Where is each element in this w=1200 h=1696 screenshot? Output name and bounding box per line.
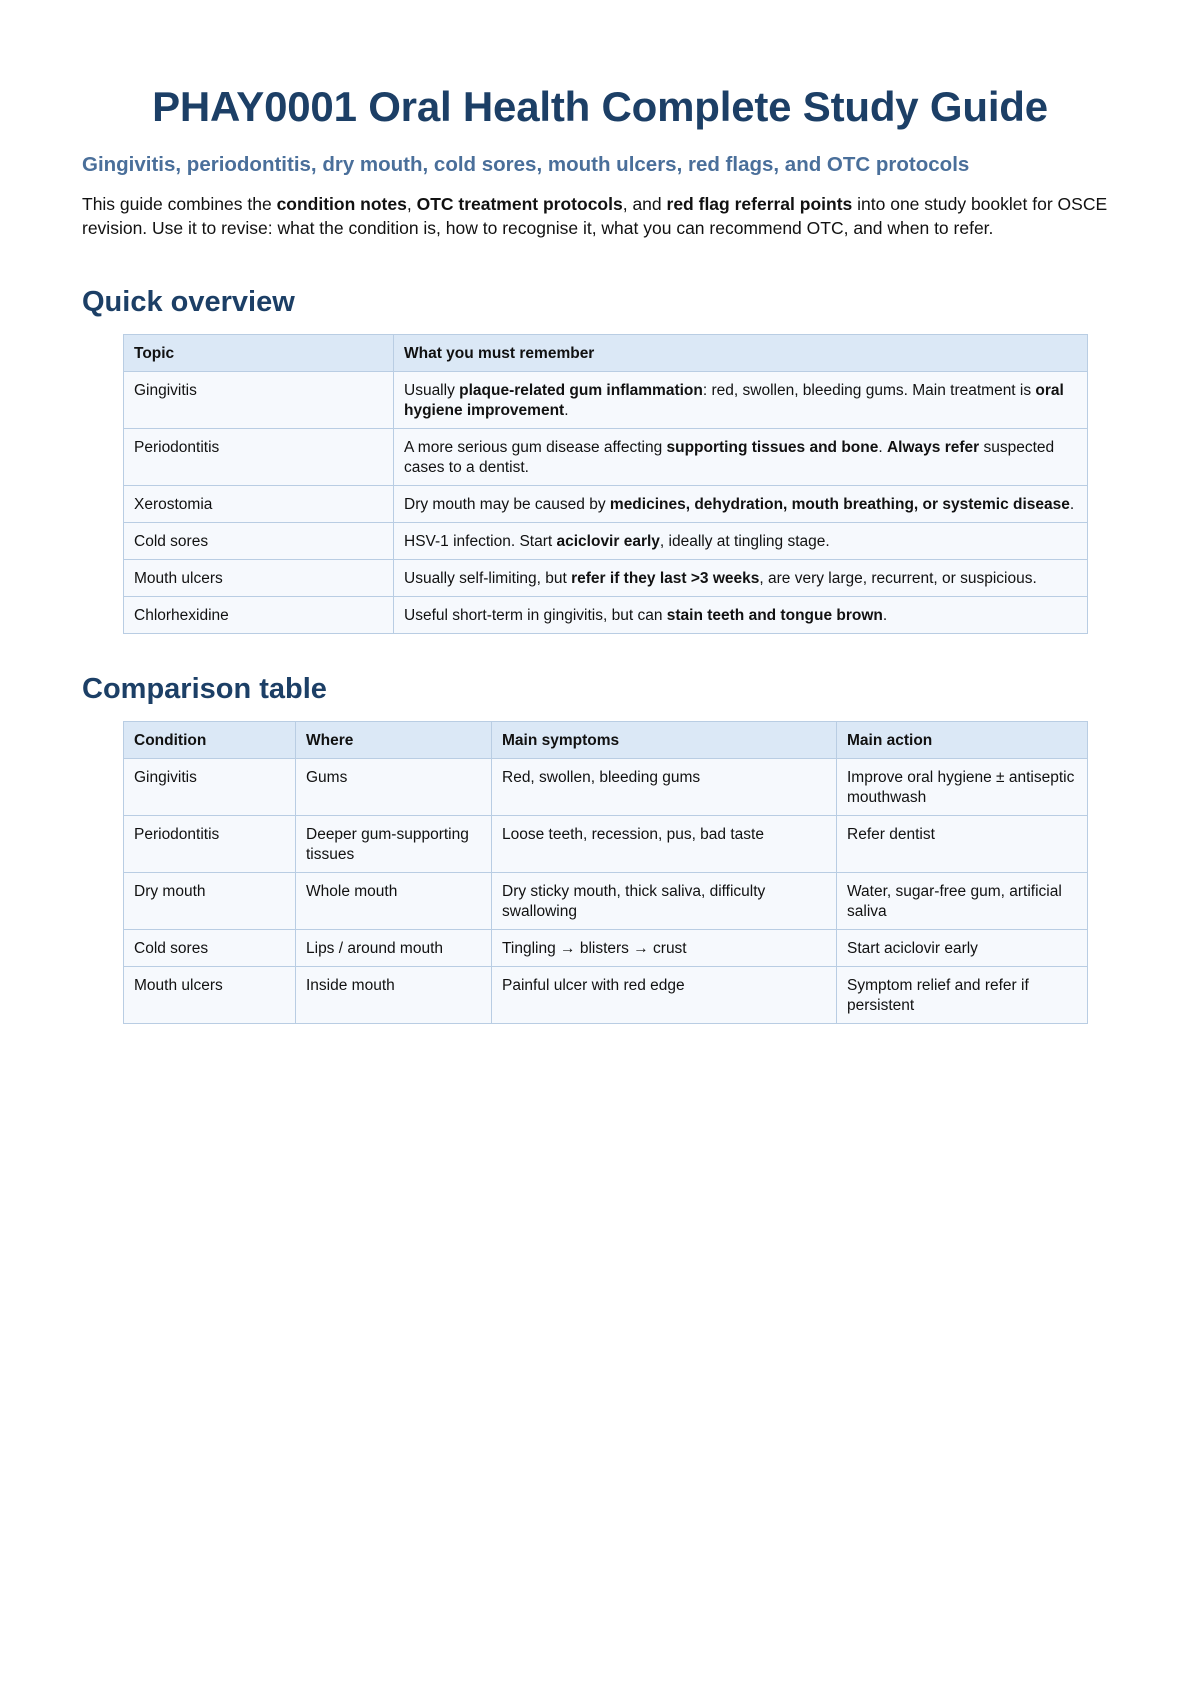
emphasis-text: red flag referral points: [666, 194, 853, 214]
text-run: ,: [406, 194, 417, 214]
text-run: .: [882, 607, 888, 624]
table-row: [124, 873, 1088, 930]
emphasis-text: supporting tissues and bone: [666, 439, 879, 456]
where-cell: Lips / around mouth: [296, 930, 492, 967]
text-run: Dry mouth may be caused by: [404, 496, 610, 513]
column-header-main-action: Main action: [837, 722, 1088, 759]
condition-cell: Cold sores: [124, 930, 296, 967]
remember-cell: [394, 597, 1088, 634]
text-run: suspected cases to a dentist.: [404, 439, 1055, 476]
remember-cell: [394, 523, 1088, 560]
text-run: : red, swollen, bleeding gums. Main treatment is: [702, 382, 1036, 399]
quick-overview-table: [123, 334, 1088, 634]
action-cell: Refer dentist: [837, 816, 1088, 873]
symptoms-cell: Tingling → blisters → crust: [492, 930, 837, 967]
table-row: [124, 372, 1088, 429]
text-run: , are very large, recurrent, or suspicious.: [759, 570, 1037, 587]
table-header-row: [124, 335, 1088, 372]
table-row: [124, 486, 1088, 523]
intro-paragraph: [82, 192, 1118, 240]
topic-cell: Gingivitis: [124, 372, 394, 429]
remember-cell: [394, 560, 1088, 597]
column-header-where: Where: [296, 722, 492, 759]
table-row: [124, 967, 1088, 1024]
condition-cell: Gingivitis: [124, 759, 296, 816]
comparison-table-heading: Comparison table: [82, 673, 327, 705]
text-run: into one study booklet for OSCE revision. Use it to revise: what the condition is, how to recognise it, what you can recommend OTC, and when to refer.: [82, 194, 1108, 238]
table-row: [124, 597, 1088, 634]
table-row: [124, 560, 1088, 597]
table-row: [124, 930, 1088, 967]
topic-cell: Xerostomia: [124, 486, 394, 523]
text-run: This guide combines the: [82, 194, 277, 214]
symptoms-cell: Dry sticky mouth, thick saliva, difficulty swallowing: [492, 873, 837, 930]
remember-cell: [394, 486, 1088, 523]
text-run: Usually self-limiting, but: [404, 570, 572, 587]
topic-cell: Mouth ulcers: [124, 560, 394, 597]
remember-cell: [394, 372, 1088, 429]
topic-cell: Chlorhexidine: [124, 597, 394, 634]
quick-overview-heading: Quick overview: [82, 286, 295, 318]
text-run: , and: [622, 194, 667, 214]
emphasis-text: medicines, dehydration, mouth breathing, or systemic disease: [609, 496, 1070, 513]
text-run: , ideally at tingling stage.: [659, 533, 830, 550]
emphasis-text: aciclovir early: [556, 533, 660, 550]
table-row: [124, 523, 1088, 560]
condition-cell: Dry mouth: [124, 873, 296, 930]
text-run: .: [564, 402, 569, 419]
emphasis-text: OTC treatment protocols: [416, 194, 623, 214]
emphasis-text: Always refer: [886, 439, 980, 456]
topic-cell: Cold sores: [124, 523, 394, 560]
text-run: Useful short-term in gingivitis, but can: [404, 607, 667, 624]
action-cell: Water, sugar-free gum, artificial saliva: [837, 873, 1088, 930]
condition-cell: Periodontitis: [124, 816, 296, 873]
where-cell: Deeper gum-supporting tissues: [296, 816, 492, 873]
emphasis-text: plaque-related gum inflammation: [459, 382, 703, 399]
column-header-topic: Topic: [124, 335, 394, 372]
action-cell: Symptom relief and refer if persistent: [837, 967, 1088, 1024]
emphasis-text: condition notes: [276, 194, 407, 214]
text-run: .: [878, 439, 887, 456]
where-cell: Whole mouth: [296, 873, 492, 930]
action-cell: Improve oral hygiene ± antiseptic mouthwash: [837, 759, 1088, 816]
topic-cell: Periodontitis: [124, 429, 394, 486]
column-header-condition: Condition: [124, 722, 296, 759]
text-run: Usually: [404, 382, 460, 399]
symptoms-cell: Loose teeth, recession, pus, bad taste: [492, 816, 837, 873]
where-cell: Gums: [296, 759, 492, 816]
table-row: [124, 816, 1088, 873]
table-header-row: [124, 722, 1088, 759]
document-subtitle: Gingivitis, periodontitis, dry mouth, cold sores, mouth ulcers, red flags, and OTC protocols: [82, 153, 970, 176]
emphasis-text: refer if they last >3 weeks: [571, 570, 760, 587]
remember-cell: [394, 429, 1088, 486]
symptoms-cell: Red, swollen, bleeding gums: [492, 759, 837, 816]
table-row: [124, 759, 1088, 816]
where-cell: Inside mouth: [296, 967, 492, 1024]
text-run: HSV-1 infection. Start: [404, 533, 557, 550]
text-run: A more serious gum disease affecting: [404, 439, 667, 456]
column-header-main-symptoms: Main symptoms: [492, 722, 837, 759]
symptoms-cell: Painful ulcer with red edge: [492, 967, 837, 1024]
text-run: .: [1069, 496, 1075, 513]
comparison-table: [123, 721, 1088, 1024]
emphasis-text: oral hygiene improvement: [404, 382, 1064, 419]
condition-cell: Mouth ulcers: [124, 967, 296, 1024]
table-row: [124, 429, 1088, 486]
emphasis-text: stain teeth and tongue brown: [666, 607, 883, 624]
column-header-what-you-must-remember: What you must remember: [394, 335, 1088, 372]
action-cell: Start aciclovir early: [837, 930, 1088, 967]
document-title: PHAY0001 Oral Health Complete Study Guide: [152, 83, 1048, 130]
